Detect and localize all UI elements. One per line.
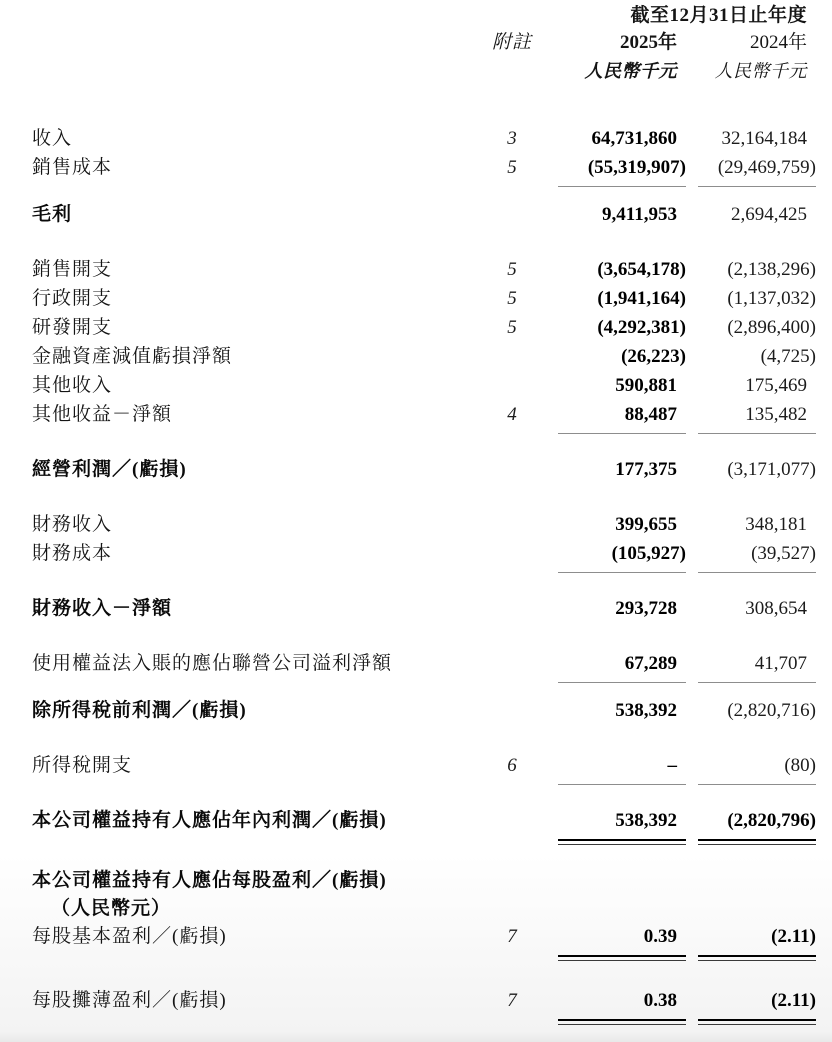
note-ref: 4 (507, 404, 517, 425)
value-2025: (4,292,381) (597, 317, 686, 338)
value-2025: 538,392 (615, 700, 677, 721)
value-2025: 177,375 (615, 459, 677, 480)
value-2025: 64,731,860 (591, 128, 677, 149)
value-2024: 135,482 (698, 401, 816, 434)
year-2025-header: 2025年 (619, 32, 677, 53)
table-row (32, 314, 816, 343)
row-label: 本公司權益持有人應佔每股盈利／(虧損) （人民幣元） (32, 870, 387, 919)
table-row (32, 697, 816, 726)
table-row (32, 285, 816, 314)
value-2024: (1,137,032) (727, 288, 816, 309)
value-2025: 88,487 (558, 401, 686, 434)
table-row (32, 511, 816, 540)
note-ref: 5 (507, 157, 517, 178)
row-label: 除所得稅前利潤／(虧損) (32, 700, 247, 721)
table-row (32, 987, 816, 1021)
table-row (32, 201, 816, 230)
table-row (32, 807, 816, 841)
value-2025: 0.38 (558, 987, 686, 1021)
table-row (32, 540, 816, 573)
note-ref: 7 (507, 926, 517, 947)
value-2024: (80) (698, 752, 816, 785)
value-2025: 293,728 (615, 598, 677, 619)
statement-header (32, 2, 816, 87)
row-label: 每股基本盈利／(虧損) (32, 926, 227, 947)
value-2025: (3,654,178) (597, 259, 686, 280)
value-2024: (29,469,759) (698, 154, 816, 187)
row-label: 研發開支 (32, 317, 113, 338)
value-2025: 538,392 (558, 807, 686, 841)
value-2024: (2.11) (698, 987, 816, 1021)
row-label: 財務收入 (32, 514, 113, 535)
row-label: 銷售開支 (32, 259, 113, 280)
table-row (32, 154, 816, 187)
value-2024: 2,694,425 (731, 204, 807, 225)
table-row (32, 923, 816, 957)
row-label: 其他收益－淨額 (32, 404, 173, 425)
year-2024-header: 2024年 (749, 32, 807, 53)
value-2025: 9,411,953 (602, 204, 677, 225)
value-2024: (2,820,796) (698, 807, 816, 841)
value-2024: 308,654 (745, 598, 807, 619)
value-2025: 590,881 (615, 375, 677, 396)
header-unit-row (32, 58, 816, 87)
table-row (32, 372, 816, 401)
row-label: 使用權益法入賬的應佔聯營公司溢利淨額 (32, 653, 393, 674)
row-label: 金融資產減值虧損淨額 (32, 346, 233, 367)
table-row (32, 456, 816, 485)
note-ref: 3 (507, 128, 517, 149)
value-2025: (26,223) (621, 346, 686, 367)
row-label: 所得稅開支 (32, 755, 133, 776)
value-2024: (2,138,296) (727, 259, 816, 280)
table-row (32, 256, 816, 285)
value-2025: (55,319,907) (558, 154, 686, 187)
table-row (32, 343, 816, 372)
row-label: 銷售成本 (32, 157, 113, 178)
value-2025: 0.39 (558, 923, 686, 957)
table-row (32, 867, 816, 923)
row-label: 財務成本 (32, 543, 113, 564)
currency-unit-2025: 人民幣千元 (584, 61, 677, 81)
table-row (32, 650, 816, 683)
value-2025: (105,927) (558, 540, 686, 573)
value-2024: 32,164,184 (721, 128, 807, 149)
row-label: 經營利潤／(虧損) (32, 459, 187, 480)
table-row (32, 125, 816, 154)
note-ref: 6 (507, 755, 517, 776)
table-row (32, 752, 816, 785)
row-label: 毛利 (32, 204, 73, 225)
header-year-row (32, 29, 816, 58)
value-2024: (3,171,077) (727, 459, 816, 480)
row-label: 其他收入 (32, 375, 113, 396)
note-ref: 5 (507, 317, 517, 338)
note-ref: 5 (507, 259, 517, 280)
value-2024: 175,469 (745, 375, 807, 396)
value-2024: (2,820,716) (727, 700, 816, 721)
value-2025: 399,655 (615, 514, 677, 535)
value-2024: (2.11) (698, 923, 816, 957)
value-2024: 348,181 (745, 514, 807, 535)
value-2025: (1,941,164) (597, 288, 686, 309)
row-label: 財務收入－淨額 (32, 598, 173, 619)
row-label: 本公司權益持有人應佔年內利潤／(虧損) (32, 810, 387, 831)
note-column-header: 附註 (491, 32, 532, 53)
row-label: 收入 (32, 128, 73, 149)
statement-rows (32, 125, 816, 1021)
row-label: 每股攤薄盈利／(虧損) (32, 990, 227, 1011)
currency-unit-2024: 人民幣千元 (714, 61, 807, 81)
header-period-row (32, 2, 816, 29)
value-2024: (4,725) (760, 346, 816, 367)
note-ref: 7 (507, 990, 517, 1011)
value-2024: 41,707 (698, 650, 816, 683)
period-title: 截至12月31日止年度 (630, 5, 807, 26)
value-2024: (39,527) (698, 540, 816, 573)
value-2024: (2,896,400) (727, 317, 816, 338)
table-row (32, 401, 816, 434)
table-row (32, 595, 816, 624)
note-ref: 5 (507, 288, 517, 309)
value-2025: – (558, 752, 686, 785)
value-2025: 67,289 (558, 650, 686, 683)
row-label: 行政開支 (32, 288, 113, 309)
